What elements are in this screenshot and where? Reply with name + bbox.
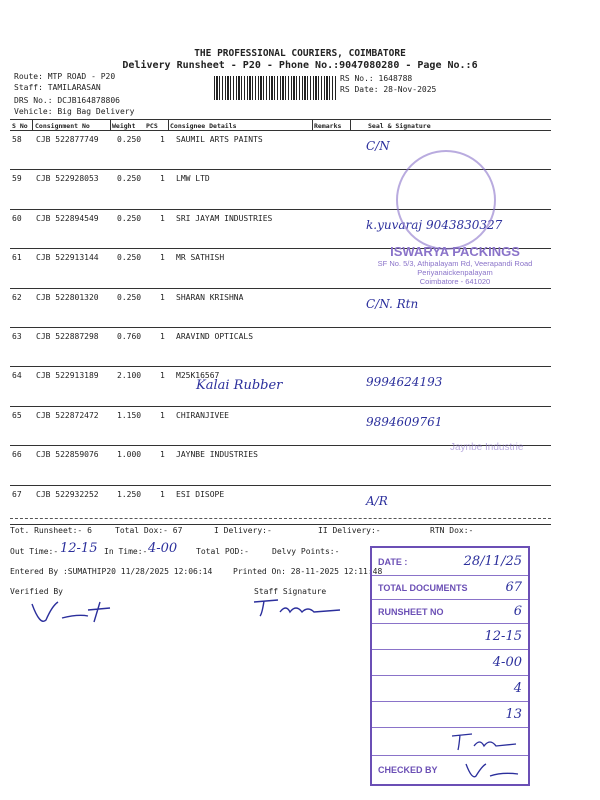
row-weight: 1.250: [117, 489, 142, 499]
row-consignee: MR SATHISH: [176, 253, 225, 263]
row-consignment: CJB 522872472: [36, 410, 99, 420]
stamp-runsheet-label: RUNSHEET NO: [378, 607, 444, 617]
ii-delivery: II Delivery:-: [318, 526, 381, 535]
stamp-value-6: 13: [505, 707, 522, 722]
row-sno: 59: [12, 174, 22, 184]
document-subtitle: Delivery Runsheet - P20 - Phone No.:9047080280 - Page No.:6: [122, 60, 478, 71]
barcode: [214, 76, 336, 100]
row-divider: [10, 327, 551, 328]
row-consignment: CJB 522877749: [36, 135, 99, 144]
iswarya-stamp: [360, 244, 550, 286]
row-sno: 64: [12, 371, 22, 381]
row-weight: 0.760: [117, 332, 142, 341]
row-weight: 0.250: [117, 213, 142, 223]
document-title: THE PROFESSIONAL COURIERS, COIMBATORE: [194, 48, 406, 59]
row-consignment: CJB 522894549: [36, 213, 99, 223]
row-signature: k.yuvaraj 9043830327: [366, 217, 503, 232]
row-weight: 0.250: [117, 292, 142, 302]
stamp-runsheet-row: [372, 600, 528, 624]
rs-date: RS Date: 28-Nov-2025: [340, 85, 437, 94]
entered-by: Entered By :SUMATHIP20 11/28/2025 12:06:14: [10, 567, 213, 576]
row-signature: C/N: [366, 139, 390, 153]
col-divider: [312, 119, 313, 131]
row-pcs: 1: [160, 410, 165, 420]
vehicle-label: Vehicle: Big Bag Delivery: [14, 107, 135, 116]
stamp-checked-sign: [462, 760, 522, 782]
in-time-value: 4-00: [148, 541, 178, 556]
total-pod: Total POD:-: [196, 547, 249, 556]
out-time-label: Out Time:-: [10, 547, 59, 556]
iswarya-addr2: Periyanaickenpalayam: [417, 268, 493, 277]
iswarya-name: ISWARYA PACKINGS: [390, 244, 520, 259]
drs-label: DRS No.: DCJB164878806: [14, 96, 120, 105]
row-consignee: CHIRANJIVEE: [176, 410, 229, 420]
stamp-sign-mark: [450, 730, 520, 754]
route-label: Route: MTP ROAD - P20: [14, 72, 116, 81]
row-signature: 9894609761: [366, 414, 443, 429]
stamp-date-value: 28/11/25: [463, 554, 522, 569]
row-pcs: 1: [160, 450, 165, 460]
col-seal: Seal & Signature: [368, 122, 431, 130]
iswarya-addr3: Coimbatore - 641020: [419, 277, 491, 286]
col-sno: S No: [12, 122, 28, 130]
jaynbe-stamp: Jaynbe Industrie: [450, 442, 524, 453]
row-weight: 1.000: [117, 450, 142, 460]
table-header-rule: [10, 130, 551, 131]
col-divider: [110, 119, 111, 131]
row-signature: C/N. Rtn: [366, 296, 419, 311]
stamp-in-row: [372, 650, 528, 676]
row-consignment: CJB 522859076: [36, 450, 99, 460]
stamp-row-6: [372, 702, 528, 728]
col-divider: [168, 119, 169, 131]
verified-signature: [28, 596, 128, 628]
row-consignment: CJB 522928053: [36, 174, 99, 184]
row-weight: 1.150: [117, 410, 142, 420]
row-sno: 58: [12, 135, 22, 144]
stamp-date-label: DATE :: [378, 557, 408, 567]
col-consignment: Consignment No: [35, 122, 90, 130]
staff-signature-label: Staff Signature: [254, 587, 327, 596]
row-pcs: 1: [160, 253, 165, 263]
row-weight: 2.100: [117, 371, 142, 381]
row-consignee: LMW LTD: [176, 174, 210, 184]
stamp-out-row: [372, 624, 528, 650]
row-consignment: CJB 522913144: [36, 253, 99, 263]
row-sno: 62: [12, 292, 22, 302]
receipt-stamp: [370, 546, 530, 786]
row-consignee: SRI JAYAM INDUSTRIES: [176, 213, 273, 223]
stamp-out-value: 12-15: [484, 629, 522, 644]
in-time-label: In Time:-: [104, 547, 148, 556]
row-pcs: 1: [160, 332, 165, 341]
total-dox: Total Dox:- 67: [115, 526, 183, 535]
row-sno: 63: [12, 332, 22, 341]
col-divider: [350, 119, 351, 131]
round-seal: [396, 150, 496, 250]
row-consignee: M25K16567: [176, 371, 220, 381]
rtn-dox: RTN Dox:-: [430, 526, 474, 535]
row-consignment: CJB 522887298: [36, 332, 99, 341]
row-pcs: 1: [160, 292, 165, 302]
staff-label: Staff: TAMILARASAN: [14, 83, 101, 92]
row-sno: 65: [12, 410, 22, 420]
row-consignment: CJB 522932252: [36, 489, 99, 499]
stamp-row-5: [372, 676, 528, 702]
stamp-checked-row: [372, 756, 528, 784]
row-consignee: SAUMIL ARTS PAINTS: [176, 135, 263, 144]
row-pcs: 1: [160, 135, 165, 144]
stamp-total-docs-label: TOTAL DOCUMENTS: [378, 583, 468, 593]
out-time-value: 12-15: [60, 541, 98, 556]
row-pcs: 1: [160, 371, 165, 381]
row-weight: 0.250: [117, 174, 142, 184]
row-consignee: ESI DISOPE: [176, 489, 225, 499]
row-pcs: 1: [160, 213, 165, 223]
row-consignment: CJB 522913189: [36, 371, 99, 381]
row-signature: A/R: [366, 493, 388, 508]
row64-handwritten-name: Kalai Rubber: [196, 378, 283, 393]
col-divider: [32, 119, 33, 131]
stamp-value-5: 4: [513, 681, 522, 696]
row-divider: [10, 288, 551, 289]
stamp-runsheet-value: 6: [513, 604, 522, 619]
col-consignee: Consignee Details: [170, 122, 237, 130]
row-consignee: ARAVIND OPTICALS: [176, 332, 254, 341]
total-runsheet: Tot. Runsheet:- 6: [10, 526, 92, 535]
row-consignee: JAYNBE INDUSTRIES: [176, 450, 258, 460]
row-weight: 0.250: [117, 135, 142, 144]
iswarya-addr1: SF No. 5/3, Athipalayam Rd, Veerapandi Road: [377, 259, 533, 268]
stamp-date-row: [372, 548, 528, 576]
rs-number: RS No.: 1648788: [340, 74, 413, 83]
delvy-points: Delvy Points:-: [272, 547, 340, 556]
col-pcs: PCS: [146, 122, 158, 130]
row-sno: 67: [12, 489, 22, 499]
stamp-checked-label: CHECKED BY: [378, 765, 438, 775]
printed-on: Printed On: 28-11-2025 12:11:48: [233, 567, 383, 576]
staff-signature: [250, 596, 350, 620]
row-consignee: SHARAN KRISHNA: [176, 292, 244, 302]
row-consignment: CJB 522801320: [36, 292, 99, 302]
row-divider: [10, 366, 551, 367]
row-signature: 9994624193: [366, 375, 443, 390]
stamp-sign-row: [372, 728, 528, 756]
row-pcs: 1: [160, 174, 165, 184]
table-top-rule: [10, 119, 551, 120]
verified-by-label: Verified By: [10, 587, 63, 596]
totals-rule: [10, 518, 551, 519]
col-weight: Weight: [112, 122, 136, 130]
stamp-total-docs-row: [372, 576, 528, 600]
row-divider: [10, 524, 551, 525]
row-weight: 0.250: [117, 253, 142, 263]
row-sno: 61: [12, 253, 22, 263]
row-sno: 66: [12, 450, 22, 460]
row-divider: [10, 406, 551, 407]
stamp-in-value: 4-00: [492, 655, 522, 670]
col-remarks: Remarks: [314, 122, 342, 130]
row-sno: 60: [12, 213, 22, 223]
row-pcs: 1: [160, 489, 165, 499]
i-delivery: I Delivery:-: [214, 526, 272, 535]
stamp-total-docs-value: 67: [505, 580, 522, 595]
row-divider: [10, 485, 551, 486]
